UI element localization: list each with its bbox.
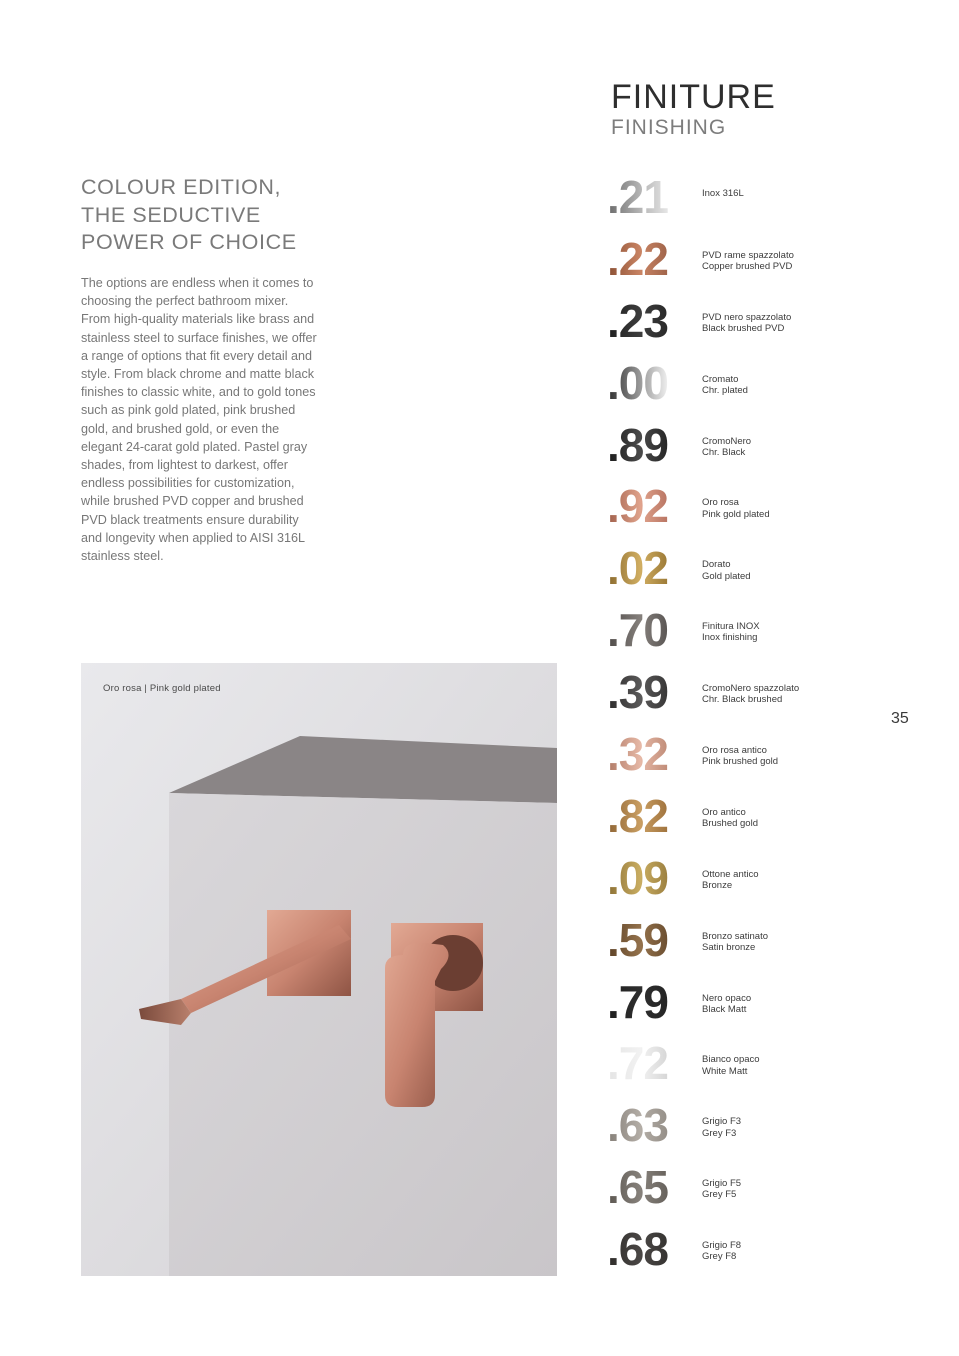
finish-code: .21 [607, 171, 668, 223]
finish-name-en: Grey F5 [702, 1189, 737, 1201]
finish-labels [702, 374, 748, 396]
finish-labels [702, 1240, 741, 1262]
finish-labels [702, 621, 760, 643]
finish-name-it: Grigio F8 [702, 1240, 742, 1252]
finish-code: .70 [607, 604, 668, 657]
finish-code: .65 [607, 1161, 668, 1214]
title-main: FINITURE [611, 78, 776, 116]
finish-name-it: Ottone antico [702, 868, 759, 880]
finish-name-it: Finitura INOX [702, 621, 760, 633]
finish-item [607, 292, 867, 354]
finish-code: .02 [607, 542, 668, 595]
finish-labels [702, 188, 744, 199]
section-heading [81, 174, 341, 257]
finish-item [607, 539, 867, 601]
finish-code: .63 [607, 1099, 668, 1152]
finish-name-it: PVD rame spazzolato [702, 249, 794, 261]
finish-name-it: Inox 316L [702, 188, 744, 199]
finish-code: .59 [607, 913, 668, 966]
heading-line: THE SEDUCTIVE [81, 202, 261, 227]
finish-name-it: Cromato [702, 373, 739, 385]
finish-labels [702, 683, 799, 705]
finish-name-it: Nero opaco [702, 992, 752, 1004]
heading-line: COLOUR EDITION, [81, 175, 282, 199]
finish-name-it: Oro antico [702, 806, 746, 818]
finish-item [607, 1158, 867, 1220]
finish-name-it: Grigio F5 [702, 1178, 742, 1190]
finish-item [607, 911, 867, 973]
finish-item [607, 725, 867, 787]
finish-item [607, 230, 867, 292]
finish-labels [702, 745, 778, 767]
finish-code: .32 [607, 728, 668, 781]
finish-labels [702, 869, 759, 891]
page-number: 35 [891, 710, 909, 727]
finish-list [607, 168, 867, 1282]
finish-name-en: Black Matt [702, 1003, 747, 1015]
finish-name-it: CromoNero spazzolato [702, 683, 800, 695]
finish-name-it: Oro rosa [702, 497, 739, 509]
finish-name-en: White Matt [702, 1065, 748, 1077]
finish-name-it: Dorato [702, 559, 731, 571]
finish-name-en: Gold plated [702, 570, 751, 582]
finish-name-it: Bianco opaco [702, 1054, 760, 1066]
finishing-title [611, 78, 776, 140]
finish-labels [702, 559, 751, 581]
finish-code: .68 [607, 1223, 668, 1276]
finish-labels [702, 993, 751, 1015]
finish-item [607, 1096, 867, 1158]
finish-code: .92 [607, 480, 668, 533]
photo-caption: Oro rosa | Pink gold plated [103, 683, 221, 694]
finish-labels [702, 1054, 760, 1076]
finish-item [607, 663, 867, 725]
finish-item [607, 354, 867, 416]
finish-name-en: Satin bronze [702, 941, 756, 953]
finish-code: .22 [607, 232, 668, 285]
finish-name-it: Oro rosa antico [702, 745, 767, 757]
finish-name-en: Black brushed PVD [702, 322, 785, 334]
finish-item [607, 416, 867, 478]
finish-code: .89 [607, 418, 668, 471]
finish-name-it: CromoNero [702, 435, 752, 447]
finish-labels [702, 1178, 741, 1200]
finish-name-en: Grey F8 [702, 1251, 737, 1263]
finish-labels [702, 436, 751, 458]
body-paragraph: The options are endless when it comes to choosing the perfect bathroom mixer. From high-quality materials like brass and stainless steel to surface finishes, we offer a range of options that fit every detail and style. From black chrome and matte black finishes to classic white, and to gold tones such as pink gold plated, pink brushed gold, and brushed gold, or even the elegant 24-carat gold plated. Pastel gray shades, from lightest to darkest, offer endless possibilities for customization, while brushed PVD copper and brushed PVD black treatments ensure durability and longevity when applied to AISI 316L stainless steel. [81, 276, 317, 564]
finish-code: .39 [607, 666, 668, 719]
product-photo [81, 663, 557, 1276]
finish-labels [702, 931, 768, 953]
finish-name-en: Grey F3 [702, 1127, 737, 1139]
finish-item [607, 1034, 867, 1096]
finish-code: .82 [607, 789, 668, 842]
finish-name-en: Chr. plated [702, 384, 748, 396]
finish-name-en: Chr. Black brushed [702, 694, 783, 706]
finish-labels [702, 250, 794, 272]
finish-item [607, 1220, 867, 1282]
finish-item [607, 477, 867, 539]
finish-name-it: Grigio F3 [702, 1116, 742, 1128]
finish-name-en: Chr. Black [702, 446, 746, 458]
finish-labels [702, 1116, 741, 1138]
finish-name-en: Inox finishing [702, 632, 758, 644]
finish-item [607, 787, 867, 849]
finish-name-en: Brushed gold [702, 818, 758, 830]
finish-item [607, 168, 867, 230]
finish-name-it: Bronzo satinato [702, 930, 769, 942]
finish-code: .72 [607, 1037, 668, 1090]
finish-item [607, 601, 867, 663]
finish-name-en: Bronze [702, 880, 733, 891]
finish-code: .79 [607, 975, 668, 1028]
finish-name-en: Pink gold plated [702, 508, 770, 520]
finish-labels [702, 807, 758, 829]
finish-code: .09 [607, 851, 668, 904]
finish-name-it: PVD nero spazzolato [702, 311, 792, 323]
title-sub: FINISHING [611, 116, 727, 139]
wall-mixer-illustration [81, 663, 557, 1276]
finish-item [607, 849, 867, 911]
finish-name-en: Copper brushed PVD [702, 261, 793, 273]
finish-code: .00 [607, 356, 668, 409]
finish-labels [702, 497, 770, 519]
heading-line: POWER OF CHOICE [81, 230, 297, 254]
finish-name-en: Pink brushed gold [702, 756, 779, 768]
finish-labels [702, 312, 791, 334]
finish-item [607, 973, 867, 1035]
finish-code: .23 [607, 294, 668, 347]
